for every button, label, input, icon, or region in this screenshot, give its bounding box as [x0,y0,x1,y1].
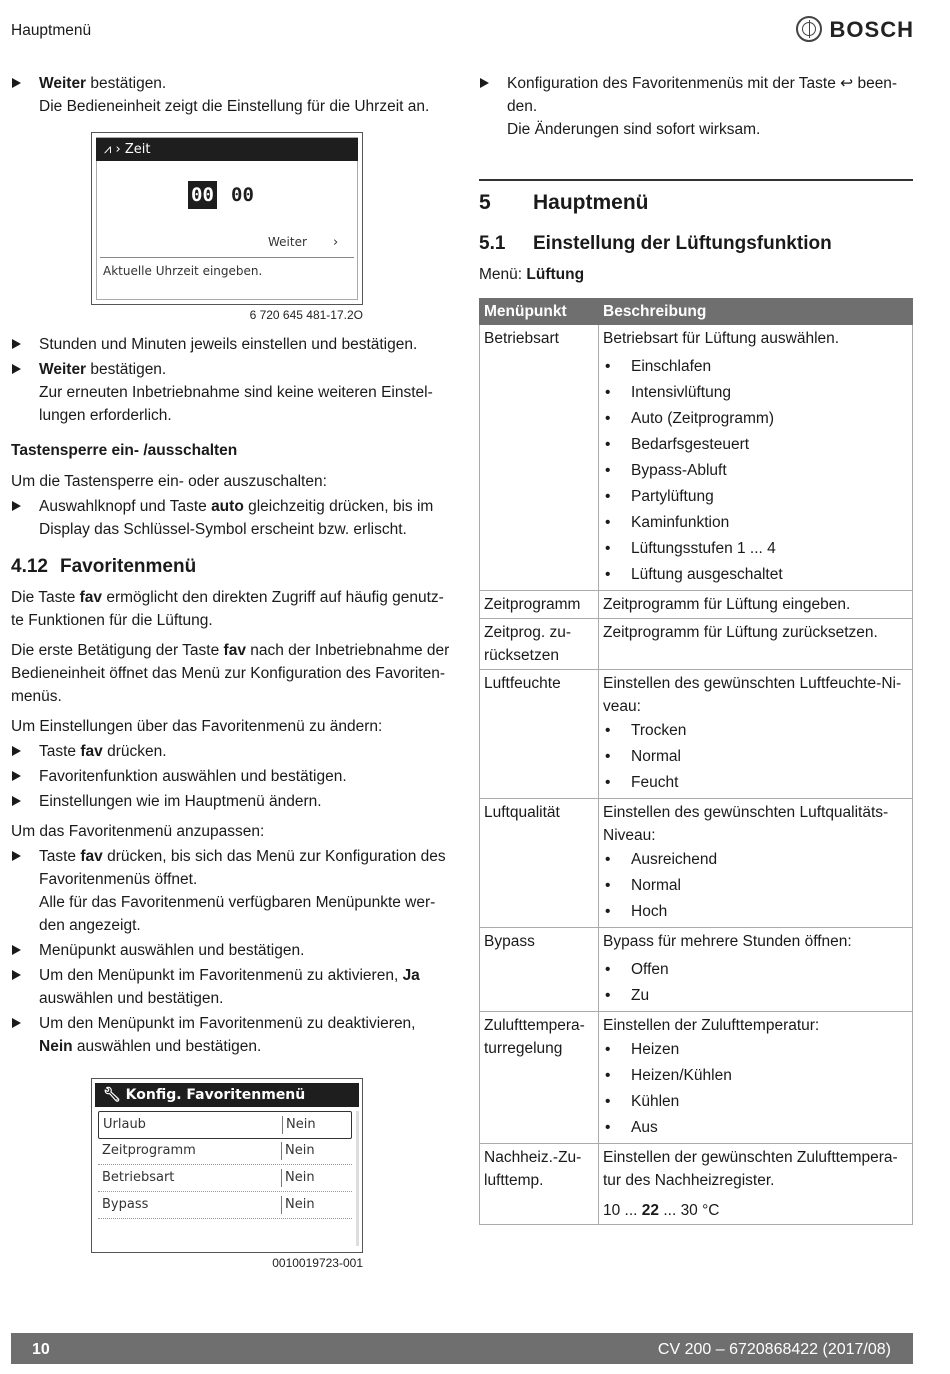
subheading-key-lock: Tastensperre ein- /ausschalten [11,442,238,459]
fan-icon: ⩘ [104,142,112,157]
step-arrow-icon [12,339,21,349]
page-number: 10 [32,1341,50,1358]
minutes-field[interactable]: 00 [231,184,254,206]
step-arrow-icon [12,78,21,88]
table-row: Zeitprog. zu- rücksetzen Zeitprogramm für Lüftung zurücksetzen. [480,618,913,669]
table-row: Zeitprogramm Zeitprogramm für Lüftung eingeben. [480,590,913,618]
column-header: Beschreibung [599,298,913,324]
favorites-row[interactable]: Bypass Nein [98,1192,352,1219]
display-favorites-config-screen [91,1078,363,1253]
figure-label: 0010019723-001 [272,1256,363,1270]
step-arrow-icon [12,1018,21,1028]
screen-hint: Aktuelle Uhrzeit eingeben. [103,264,263,278]
step-arrow-icon [12,796,21,806]
table-row: Luftqualität Einstellen des gewünschten Luftqualitäts- Niveau: • Ausreichend • Normal • Hoch [480,798,913,927]
chevron-right-icon: › [333,235,339,250]
table-row: Bypass Bypass für mehrere Stunden öffnen: • Offen • Zu [480,927,913,1011]
next-button[interactable]: Weiter [268,235,307,249]
divider [100,257,354,258]
back-icon: ↩ [840,75,854,92]
page-section-title: Hauptmenü [11,22,92,39]
document-id: CV 200 – 6720868422 (2017/08) [657,1341,891,1358]
paragraph: Um die Tastensperre ein- oder auszuschalten: [11,473,327,490]
instruction-step: Konfiguration des Favoritenmenüs mit der Taste ↩ been- den. Die Änderungen sind sofort wirksam. [479,72,913,141]
paragraph: Die erste Betätigung der Taste fav nach der Inbetriebnahme der Bedieneinheit öffnet das Menü zur Konfiguration des Favoriten- menüs. [11,642,450,705]
instruction-step: Auswahlknopf und Taste auto gleichzeitig drücken, bis im Display das Schlüssel-Symbol erscheint bzw. erlischt. [11,495,451,541]
left-column [11,72,451,1281]
instruction-step: Weiter bestätigen. Die Bedieneinheit zeigt die Einstellung für die Uhrzeit an. [11,72,451,118]
screen-title: Konfig. Favoritenmenü [125,1087,306,1103]
display-time-screen [91,132,363,305]
step-arrow-icon [12,364,21,374]
step-arrow-icon [12,771,21,781]
step-arrow-icon [12,746,21,756]
chapter-heading: 5 Hauptmenü [479,190,649,214]
figure-label: 6 720 645 481-17.2O [249,308,363,322]
page-footer [11,1333,913,1364]
instruction-step: Um den Menüpunkt im Favoritenmenü zu aktivieren, Ja auswählen und bestätigen. [11,964,451,1010]
wrench-icon: 🔧︎ [103,1087,121,1103]
table-row: Betriebsart Betriebsart für Lüftung auswählen. • Einschlafen • Intensivlüftung • Auto (Zeitprogramm) • Bedarfsgesteuert • Bypass-Abluft • Partylüftung • Kaminfunktion • Lüftungsstufen 1 ... 4 • Lüftung ausgeschaltet [480,324,913,590]
brand-name: BOSCH [829,16,914,42]
section-heading-favorites: 4.12 Favoritenmenü [11,556,197,577]
section-heading: 5.1 Einstellung der Lüftungsfunktion [479,232,832,254]
instruction-step: Menüpunkt auswählen und bestätigen. [11,939,451,962]
bosch-logo-icon [796,16,822,42]
step-arrow-icon [480,78,489,88]
table-row: Zulufttempera- turregelung Einstellen der Zulufttemperatur: • Heizen • Heizen/Kühlen • Kühlen • Aus [480,1011,913,1143]
instruction-step: Taste fav drücken, bis sich das Menü zur Konfiguration des Favoritenmenüs öffnet. Alle für das Favoritenmenü verfügbaren Menüpunkte wer- den angezeigt. [11,845,451,937]
instruction-step: Einstellungen wie im Hauptmenü ändern. [11,790,451,813]
screen-title-bar [95,1083,359,1107]
step-arrow-icon [12,851,21,861]
step-arrow-icon [12,970,21,980]
menu-path: Menü: Lüftung [479,265,585,283]
divider [479,179,913,181]
step-arrow-icon [12,945,21,955]
option-list: • Ausreichend • Normal • Hoch [603,847,908,925]
paragraph: Die Taste fav ermöglicht den direkten Zugriff auf häufig genutz- te Funktionen für die Lüftung. [11,589,444,629]
table-row: Nachheiz.-Zu- lufttemp. Einstellen der gewünschten Zulufttempera- tur des Nachheizregister. 10 ... 22 ... 30 °C [480,1143,913,1224]
hours-field[interactable]: 00 [188,181,217,209]
screen-title-bar [96,138,358,161]
option-list: • Heizen • Heizen/Kühlen • Kühlen • Aus [603,1037,908,1141]
column-header: Menüpunkt [480,298,599,324]
menu-table [479,298,913,1225]
favorites-row[interactable]: Betriebsart Nein [98,1165,352,1192]
brand [796,16,914,42]
step-arrow-icon [12,501,21,511]
table-row: Luftfeuchte Einstellen des gewünschten Luftfeuchte-Ni- veau: • Trocken • Normal • Feucht [480,669,913,798]
paragraph: Um das Favoritenmenü anzupassen: [11,823,265,840]
favorites-row-selected[interactable]: Urlaub Nein [98,1111,352,1139]
instruction-step: Weiter bestätigen. Zur erneuten Inbetriebnahme sind keine weiteren Einstel- lungen erforderlich. [11,358,451,427]
option-list: • Einschlafen • Intensivlüftung • Auto (Zeitprogramm) • Bedarfsgesteuert • Bypass-Abluft • Partylüftung • Kaminfunktion • Lüftungsstufen 1 ... 4 • Lüftung ausgeschaltet [603,354,908,588]
instruction-step: Favoritenfunktion auswählen und bestätigen. [11,765,451,788]
scrollbar[interactable] [356,1111,359,1246]
instruction-step: Um den Menüpunkt im Favoritenmenü zu deaktivieren, Nein auswählen und bestätigen. [11,1012,451,1058]
instruction-step: Taste fav drücken. [11,740,451,763]
right-column [479,72,913,1225]
chevron-right-icon: › [115,142,125,157]
instruction-step: Stunden und Minuten jeweils einstellen und bestätigen. [11,333,451,356]
screen-title: Zeit [124,142,151,157]
option-list: • Offen • Zu [603,957,908,1009]
paragraph: Um Einstellungen über das Favoritenmenü zu ändern: [11,718,383,735]
option-list: • Trocken • Normal • Feucht [603,718,908,796]
favorites-row[interactable]: Zeitprogramm Nein [98,1138,352,1165]
